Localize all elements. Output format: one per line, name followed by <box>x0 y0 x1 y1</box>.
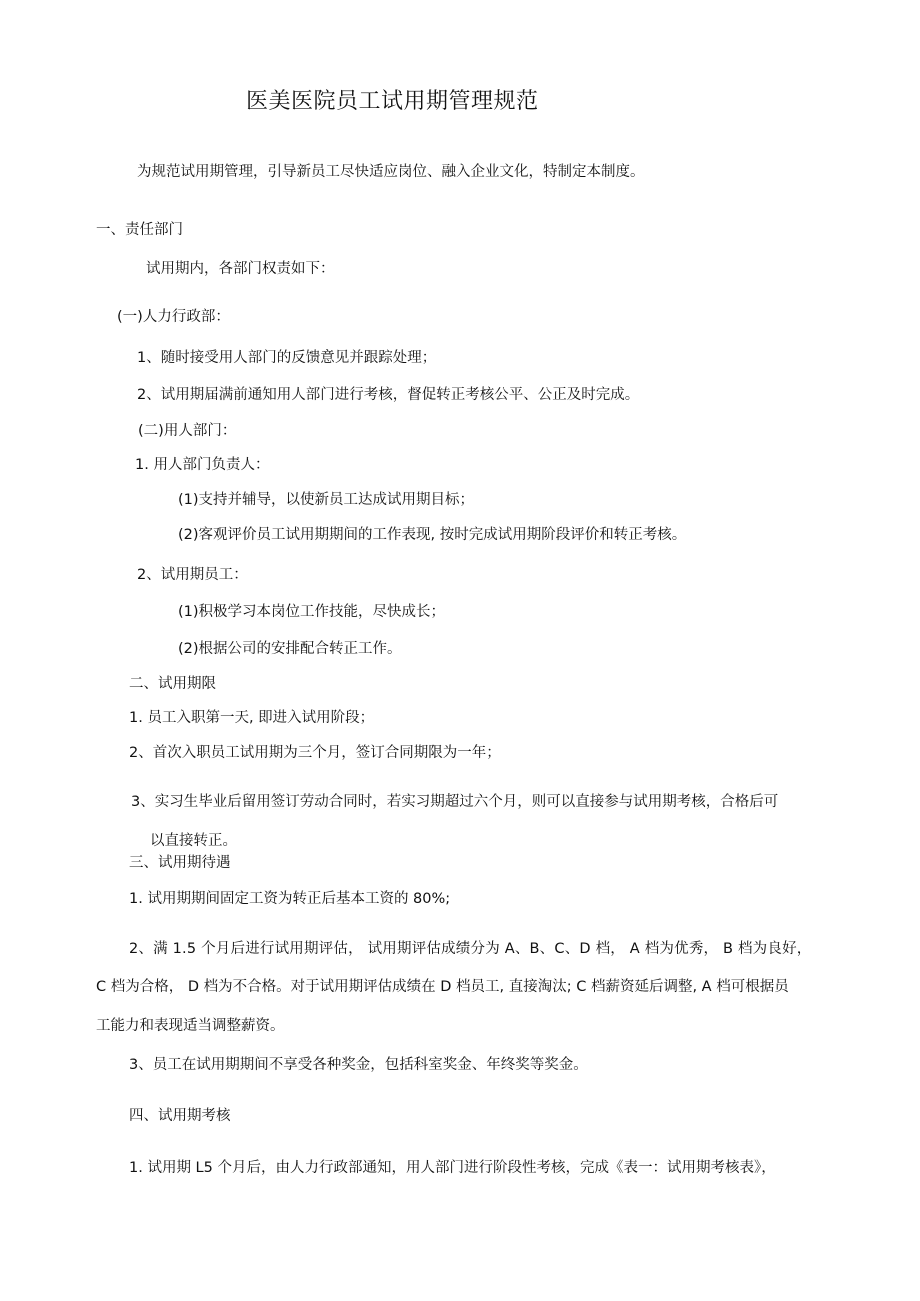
paragraph: 试用期内，各部门权责如下： <box>146 261 335 277</box>
list-item: 1. 用人部门负责人： <box>135 457 270 473</box>
section-heading-1: 一、责任部门 <box>96 222 183 238</box>
list-item: (2)根据公司的安排配合转正工作。 <box>178 641 402 657</box>
list-item: 1. 试用期期间固定工资为转正后基本工资的 80%; <box>129 891 451 907</box>
intro-paragraph: 为规范试用期管理，引导新员工尽快适应岗位、融入企业文化，特制定本制度。 <box>137 164 645 180</box>
list-item: 3、员工在试用期期间不享受各种奖金，包括科室奖金、年终奖等奖金。 <box>129 1057 588 1073</box>
section-heading-2: 二、试用期限 <box>129 676 216 692</box>
subsection-heading: (一)人力行政部： <box>117 309 230 325</box>
list-item: 2、试用期员工： <box>137 567 248 583</box>
list-item: (1)积极学习本岗位工作技能，尽快成长； <box>178 604 446 620</box>
list-item-continuation: 以直接转正。 <box>150 833 237 849</box>
list-item: 1、随时接受用人部门的反馈意见并跟踪处理； <box>137 350 437 366</box>
list-item: 1. 试用期 L5 个月后，由人力行政部通知，用人部门进行阶段性考核，完成《表一：试用期考核表》， <box>129 1160 776 1176</box>
list-item: 2、首次入职员工试用期为三个月，签订合同期限为一年； <box>129 745 501 761</box>
document-title: 医美医院员工试用期管理规范 <box>246 89 539 114</box>
section-heading-3: 三、试用期待遇 <box>129 855 231 871</box>
list-item: 1. 员工入职第一天, 即进入试用阶段； <box>129 710 375 726</box>
list-item: 2、满 1.5 个月后进行试用期评估， 试用期评估成绩分为 A、B、C、D 档， A 档为优秀， B 档为良好， <box>129 941 812 957</box>
list-item: 3、实习生毕业后留用签订劳动合同时，若实习期超过六个月，则可以直接参与试用期考核，合格后可 <box>131 794 779 810</box>
list-item: (1)支持并辅导，以使新员工达成试用期目标； <box>178 492 475 508</box>
list-item-continuation: 工能力和表现适当调整薪资。 <box>96 1018 285 1034</box>
list-item: 2、试用期届满前通知用人部门进行考核，督促转正考核公平、公正及时完成。 <box>137 387 640 403</box>
subsection-heading: (二)用人部门： <box>138 423 237 439</box>
list-item: (2)客观评价员工试用期期间的工作表现, 按时完成试用期阶段评价和转正考核。 <box>178 527 687 543</box>
section-heading-4: 四、试用期考核 <box>129 1108 231 1124</box>
list-item-continuation: C 档为合格， D 档为不合格。对于试用期评估成绩在 D 档员工, 直接淘汰; C 档薪资延后调整, A 档可根据员 <box>96 979 789 995</box>
